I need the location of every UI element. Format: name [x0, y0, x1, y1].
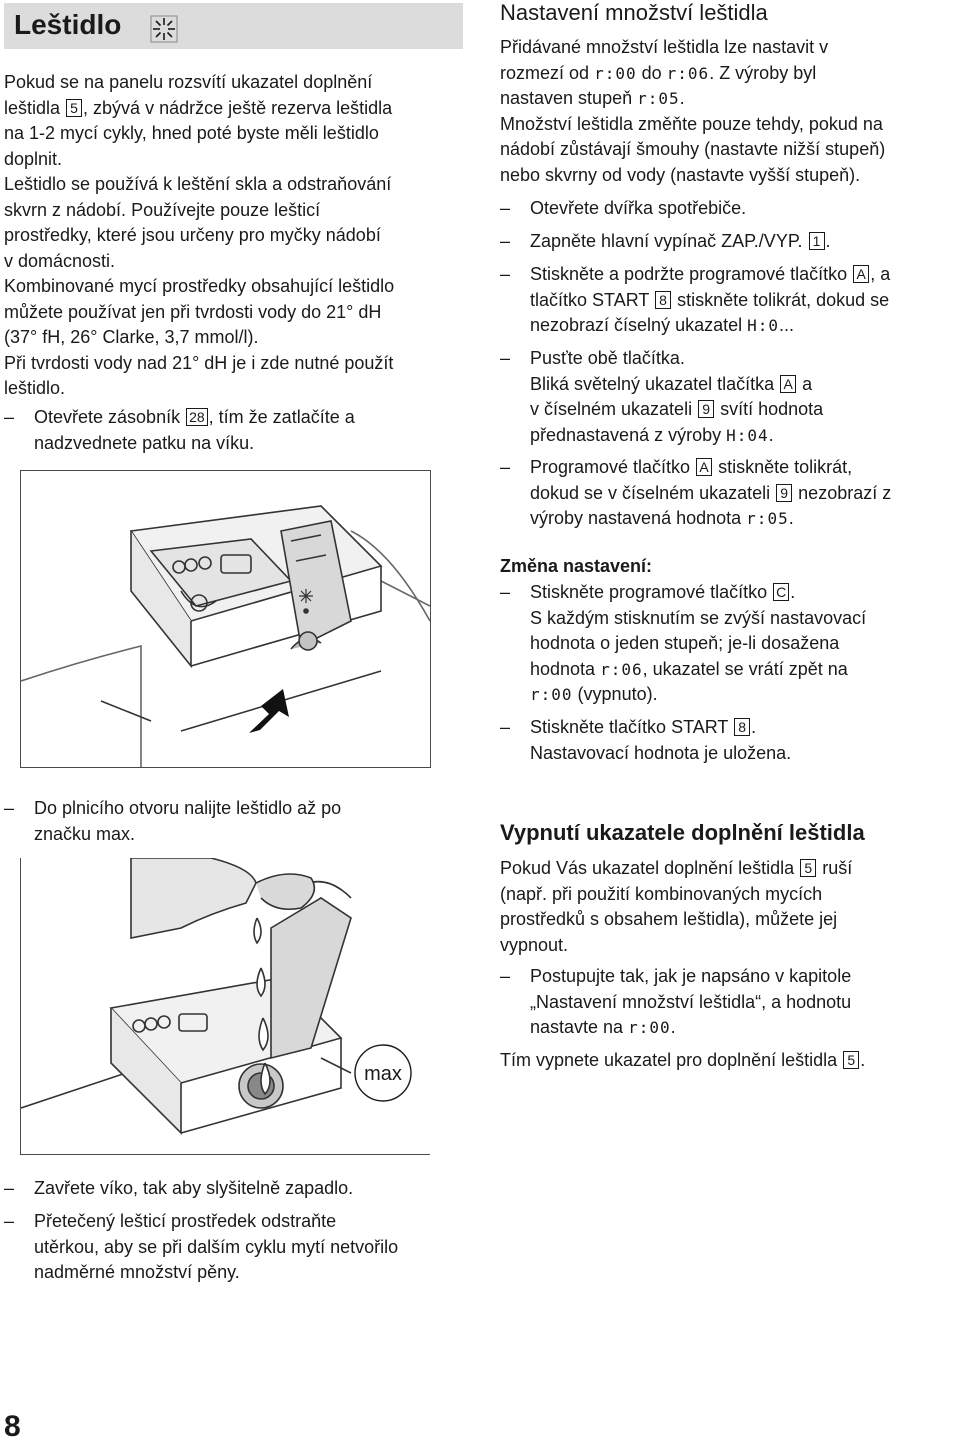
bullet-follow-chapter — [500, 964, 960, 1042]
intro-line: na 1-2 mycí cykly, hned poté byste měli leštidlo — [4, 123, 379, 143]
text: nastavte na — [530, 1017, 624, 1037]
intro-line — [4, 96, 466, 122]
segment-display: r:00 — [628, 1018, 671, 1037]
bullet-hold-program — [500, 262, 960, 340]
text: Množství leštidla změňte pouze tehdy, pokud na — [500, 113, 883, 134]
dash: – — [500, 348, 511, 368]
p3-line: (37° fH, 26° Clarke, 3,7 mmol/l). — [4, 327, 259, 347]
step-text — [530, 455, 960, 532]
dash: – — [4, 407, 15, 427]
segment-display: r:05 — [637, 89, 680, 108]
key: A — [780, 375, 796, 393]
key: 5 — [843, 1051, 859, 1069]
dispenser-key: 28 — [186, 408, 208, 426]
text: nadměrné množství pěny. — [34, 1262, 240, 1282]
text: Do plnicího otvoru nalijte leštidlo až po — [34, 798, 342, 818]
text: nezobrazí číselný ukazatel — [530, 315, 743, 335]
section-title-bar — [4, 3, 463, 49]
page-number: 8 — [4, 1410, 21, 1443]
text: hodnota — [530, 658, 596, 679]
text: . — [768, 424, 774, 445]
text: v číselném ukazateli — [530, 399, 693, 419]
step-wipe-overflow — [4, 1209, 466, 1287]
text: nastaven stupeň — [500, 88, 633, 108]
text: , tím že zatlačíte a — [208, 407, 355, 427]
dash: – — [500, 717, 511, 737]
segment-display: r:05 — [746, 509, 789, 528]
section2-intro — [500, 856, 960, 958]
text: „Nastavení množství leštidla“, a hodnotu — [530, 991, 852, 1012]
dash: – — [500, 966, 511, 986]
text: Postupujte tak, jak je napsáno v kapitole — [530, 966, 852, 986]
intro-line: Pokud se na panelu rozsvítí ukazatel doplnění — [4, 72, 373, 92]
text: dokud se v číselném ukazateli — [530, 482, 771, 503]
bullet-press-program — [500, 455, 960, 533]
text: Pokud Vás ukazatel doplnění leštidla — [500, 858, 795, 878]
text: Přidávané množství leštidla lze nastavit v — [500, 37, 829, 57]
text: výroby nastavená hodnota — [530, 508, 742, 528]
segment-display: r:06 — [666, 63, 710, 83]
p2-line: Leštidlo se používá k leštění skla a odstraňování — [4, 174, 392, 194]
text: . — [860, 1050, 866, 1070]
text: Programové tlačítko — [530, 457, 691, 477]
text: stiskněte tolikrát, — [718, 457, 853, 477]
key: A — [853, 265, 869, 283]
key: 5 — [800, 859, 816, 877]
segment-display: r:00 — [530, 685, 573, 704]
step-text — [530, 580, 960, 708]
text: přednastavená z výroby — [530, 424, 722, 445]
text: Stiskněte a podržte programové tlačítko — [530, 264, 848, 284]
step-fill-rinse-aid — [4, 796, 466, 848]
text: , ukazatel se vrátí zpět na — [642, 658, 848, 679]
text: Nastavovací hodnota je uložena. — [530, 742, 792, 763]
segment-display: H:04 — [726, 425, 769, 445]
text: utěrkou, aby se při dalším cyklu mytí netvořilo — [34, 1236, 399, 1257]
dash: – — [500, 457, 511, 477]
step-text — [34, 405, 355, 456]
intro-line: doplnit. — [4, 148, 63, 169]
section1-title: Nastavení množství leštidla — [500, 0, 768, 25]
step-text: Otevřete dvířka spotřebiče. — [530, 198, 747, 218]
text: Otevřete zásobník — [34, 407, 181, 427]
text: Zapněte hlavní vypínač ZAP./VYP. — [530, 231, 803, 251]
text: . — [679, 88, 685, 108]
text: , a — [870, 264, 891, 284]
text: do — [641, 62, 662, 83]
text: . — [825, 231, 831, 251]
bullet-open-door — [500, 196, 960, 222]
text: Tím vypnete ukazatel pro doplnění leštidla — [500, 1050, 838, 1070]
key: 8 — [655, 291, 671, 309]
step-open-dispenser — [4, 405, 466, 457]
dash: – — [500, 582, 511, 602]
dash: – — [500, 198, 511, 218]
text: ... — [779, 315, 795, 335]
p3-line: můžete používat jen při tvrdosti vody do 21° dH — [4, 301, 382, 322]
text: leštidla — [4, 97, 61, 118]
text: . Z výroby byl — [709, 62, 817, 83]
section1-intro — [500, 35, 960, 188]
dash: – — [4, 1178, 15, 1198]
step-text: Zavřete víko, tak aby slyšitelně zapadlo. — [34, 1178, 354, 1198]
text: Přetečený lešticí prostředek odstraňte — [34, 1211, 337, 1231]
dash: – — [4, 798, 15, 818]
key: A — [696, 458, 712, 476]
text: , zbývá v nádržce ještě rezerva leštidla — [83, 97, 393, 118]
text: vypnout. — [500, 934, 569, 955]
key: 9 — [698, 400, 714, 418]
text: Stiskněte programové tlačítko — [530, 582, 768, 602]
text: (vypnuto). — [577, 684, 658, 704]
section2-title: Vypnutí ukazatele doplnění leštidla — [500, 820, 865, 845]
text: stiskněte tolikrát, dokud se — [677, 289, 890, 310]
bullet-main-switch — [500, 229, 960, 255]
step-text — [530, 346, 960, 448]
text: . — [670, 1017, 676, 1037]
step-close-lid — [4, 1176, 466, 1202]
text-line — [500, 61, 960, 87]
step-text — [34, 796, 341, 847]
key: 8 — [734, 718, 750, 736]
p2-line: v domácnosti. — [4, 250, 116, 271]
text: nebo skvrny od vody (nastavte vyšší stupeň). — [500, 164, 861, 185]
text: Pusťte obě tlačítka. — [530, 348, 685, 368]
text: Bliká světelný ukazatel tlačítka — [530, 373, 775, 394]
text: ruší — [822, 858, 853, 878]
p4-line: Při tvrdosti vody nad 21° dH je i zde nutné použít — [4, 352, 394, 373]
text: tlačítko START — [530, 289, 650, 310]
dash: – — [500, 264, 511, 284]
text: značku max. — [34, 823, 136, 844]
text: rozmezí od — [500, 62, 590, 83]
text: a — [802, 373, 813, 394]
section2-end — [500, 1048, 960, 1074]
text: (např. při použití kombinovaných mycích — [500, 883, 823, 904]
indicator-key: 5 — [66, 99, 82, 117]
key: 9 — [776, 484, 792, 502]
text: . — [751, 717, 757, 737]
text: nezobrazí z — [798, 482, 892, 503]
text: nadzvednete patku na víku. — [34, 432, 255, 453]
text: nádobí zůstávají šmouhy (nastavte nižší stupeň) — [500, 139, 886, 159]
dash: – — [500, 231, 511, 251]
p3-line: Kombinované mycí prostředky obsahující leštidlo — [4, 276, 395, 296]
text: svítí hodnota — [720, 399, 824, 419]
step-text — [530, 715, 960, 766]
segment-display: H:0 — [747, 316, 780, 335]
step-text — [34, 1209, 398, 1286]
text: S každým stisknutím se zvýší nastavovací — [530, 607, 867, 628]
text: prostředků s obsahem leštidla), můžete jej — [500, 909, 838, 929]
step-text — [530, 262, 960, 339]
dash: – — [4, 1211, 15, 1231]
figure-open-dispenser — [20, 470, 431, 768]
intro-paragraph — [4, 70, 466, 402]
bullet-press-c — [500, 580, 960, 710]
change-settings-title: Změna nastavení: — [500, 556, 653, 576]
text-line — [500, 86, 960, 112]
text: . — [790, 582, 796, 602]
p2-line: prostředky, které jsou určeny pro myčky nádobí — [4, 225, 381, 245]
text: Stiskněte tlačítko START — [530, 717, 729, 737]
figure-fill-dispenser — [20, 858, 430, 1155]
segment-display: r:00 — [594, 63, 637, 83]
bullet-release-buttons — [500, 346, 960, 450]
text: . — [788, 508, 794, 528]
rinse-aid-dispenser-open-illustration — [21, 471, 430, 767]
rinse-aid-pouring-illustration — [21, 858, 430, 1154]
max-label: max — [364, 1063, 402, 1085]
step-text — [530, 229, 831, 255]
text: hodnota o jeden stupeň; je-li dosažena — [530, 633, 840, 653]
section-title: Leštidlo — [14, 9, 122, 40]
p2-line: skvrn z nádobí. Používejte pouze lešticí — [4, 199, 321, 220]
segment-display: r:06 — [600, 659, 643, 679]
step-text — [530, 964, 960, 1041]
key: C — [773, 583, 789, 601]
p4-line: leštidlo. — [4, 378, 66, 398]
rinse-aid-sparkle-icon — [150, 15, 178, 43]
key: 1 — [809, 232, 825, 250]
bullet-press-start — [500, 715, 960, 767]
